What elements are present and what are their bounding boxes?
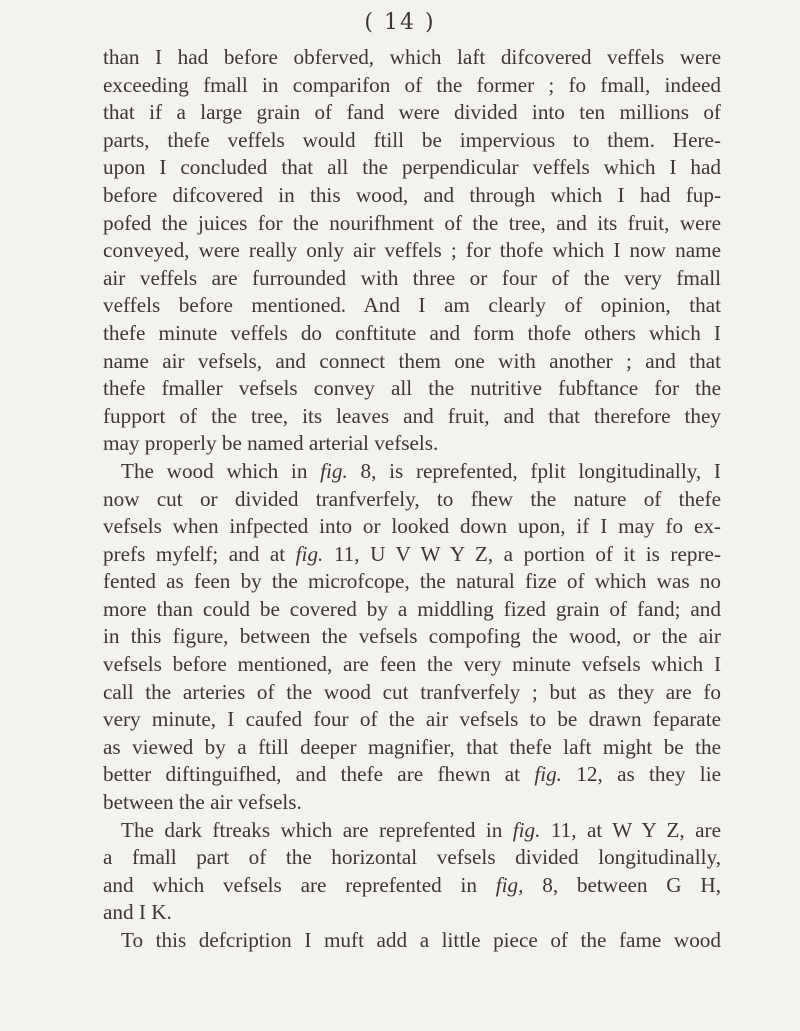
text-line: The dark ftreaks which are reprefented in fig. 11, at W Y Z, are	[121, 817, 721, 842]
text-line: vefsels when infpected into or looked down upon, if I may fo ex-	[103, 514, 721, 539]
text-line: pofed the juices for the nourifhment of the tree, and its fruit, were	[103, 210, 721, 235]
text-line: fupport of the tree, its leaves and fruit, and that therefore they	[103, 403, 721, 428]
text-line: thefe fmaller vefsels convey all the nutritive fubftance for the	[103, 376, 721, 401]
text-line: as viewed by a ftill deeper magnifier, that thefe laft might be the	[103, 734, 721, 759]
text-line: may properly be named arterial vefsels.	[103, 431, 439, 456]
text-line: thefe minute veffels do conftitute and form thofe others which I	[103, 320, 721, 345]
figure-reference: fig.	[295, 541, 324, 566]
text-line: To this defcription I muft add a little piece of the fame wood	[121, 928, 721, 952]
text-line: before difcovered in this wood, and through which I had fup-	[103, 182, 721, 207]
text-line: air veffels are furrounded with three or four of the very fmall	[103, 265, 721, 290]
text-line: veffels before mentioned. And I am clearly of opinion, that	[103, 293, 721, 318]
text-line: very minute, I caufed four of the air vefsels to be drawn feparate	[103, 707, 721, 732]
text-line: name air vefsels, and connect them one with another ; and that	[103, 348, 721, 373]
text-line: fented as feen by the microfcope, the natural fize of which was no	[103, 569, 721, 594]
text-line: that if a large grain of fand were divided into ten millions of	[103, 100, 721, 125]
figure-reference: fig,	[495, 872, 524, 897]
text-line: parts, thefe veffels would ftill be impervious to them. Here-	[103, 127, 721, 152]
text-line: more than could be covered by a middling fized grain of fand; and	[103, 596, 721, 621]
body-text	[103, 44, 721, 955]
figure-reference: fig.	[534, 762, 562, 787]
text-line: upon I concluded that all the perpendicular veffels which I had	[103, 155, 721, 180]
text-line: call the arteries of the wood cut tranfverfely ; but as they are fo	[103, 679, 721, 704]
figure-reference: fig.	[512, 817, 541, 842]
text-line: in this figure, between the vefsels compofing the wood, or the air	[103, 624, 721, 649]
text-line: between the air vefsels.	[103, 790, 302, 815]
text-line: vefsels before mentioned, are feen the very minute vefsels which I	[103, 652, 721, 677]
text-line: and which vefsels are reprefented in fig, 8, between G H,	[103, 872, 721, 897]
text-line: better diftinguifhed, and thefe are fhewn at fig. 12, as they lie	[103, 762, 721, 787]
text-line: The wood which in fig. 8, is reprefented, fplit longitudinally, I	[121, 458, 721, 483]
page-number: ( 14 )	[364, 10, 436, 35]
figure-reference: fig.	[320, 458, 348, 483]
text-line: exceeding fmall in comparifon of the former ; fo fmall, indeed	[103, 72, 721, 97]
text-line: now cut or divided tranfverfely, to fhew the nature of thefe	[103, 486, 721, 511]
text-line: conveyed, were really only air veffels ; for thofe which I now name	[103, 238, 721, 263]
text-line: prefs myfelf; and at fig. 11, U V W Y Z, a portion of it is repre-	[103, 541, 721, 566]
text-line: than I had before obferved, which laft difcovered veffels were	[103, 45, 721, 69]
text-line: a fmall part of the horizontal vefsels divided longitudinally,	[103, 845, 721, 870]
text-line: and I K.	[103, 900, 172, 925]
